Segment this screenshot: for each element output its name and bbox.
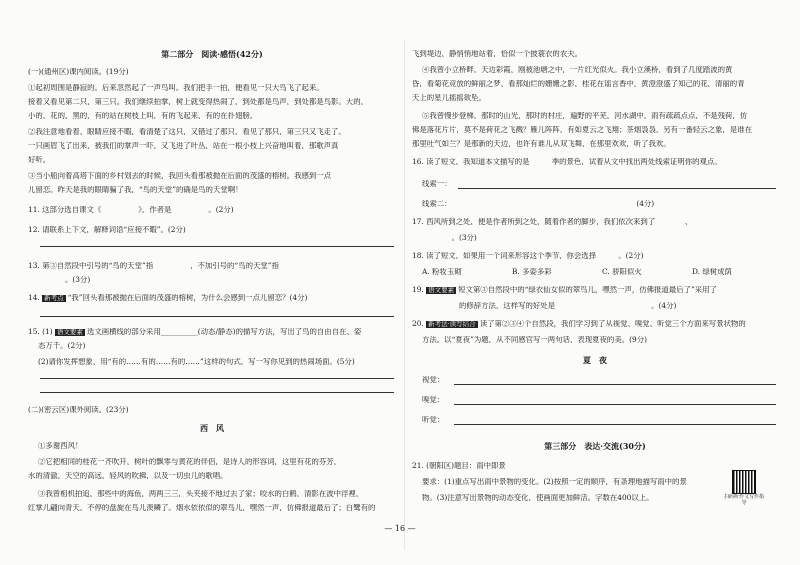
- summer-night-title: 夏 夜: [583, 356, 607, 364]
- element-tag: 语文要素: [56, 328, 83, 336]
- article-para2-line2: 水的清澈，天空的高远，轻风的吹拂，以及一切虫儿的歌唱。: [28, 472, 228, 480]
- answer-line-15b[interactable]: [40, 392, 394, 393]
- answer-line-14[interactable]: [40, 316, 394, 317]
- reading-one-heading: (一)(通州区)课内阅读。(19分): [28, 68, 129, 76]
- column-divider: [404, 40, 405, 550]
- para5-line1: ⑤我曾慢步登梯，那时的山光，那时的村庄，遍野的平芜，河水湖中，雨有疏疏点点，不是残荷，仿: [422, 112, 748, 120]
- question-16: 16. 读了短文，我知道本文描写的是______季的景色，试着从文中找出两处线索证明你的观点。: [412, 158, 722, 166]
- question-19b: __________的修辞方法，这样写的好处是__________________________。(4分): [422, 302, 677, 310]
- para2-line1: ②我注意地看着，眼睛应接不暇，看清楚了这只，又错过了那只，看见了那只，第三只又飞走了。: [28, 128, 346, 136]
- para3-line1: ③当小船向着高塔下面的乡村划去的时候，我回头看那被抛在后面的茂盛的榕树。我感到一点: [28, 172, 332, 180]
- question-20b: 方法。以“夏夜”为题，从不同感官写一两句话，表现夏夜的美。(9分): [422, 336, 647, 344]
- answer-visual[interactable]: [454, 384, 776, 385]
- question-15a-text: 选文画横线的部分采用__________(动态/静态)的描写方法，写出了鸟的自由自在、姿: [86, 328, 362, 336]
- question-15c: (2)请你发挥想象，用“有的……有的……有的……”这样的句式，写一写你见到的热闹场面。(5分): [38, 358, 355, 366]
- para1-line2: 接着又看见第二只，第三只。我们继续拍掌，树上就变得热闹了，到处都是鸟声，到处都是鸟影。大的，: [28, 98, 368, 106]
- label-hearing: 听觉：: [422, 416, 445, 424]
- reading-two-heading: (二)(密云区)课外阅读。(23分): [28, 406, 129, 414]
- para4-line1: ④我曾小立桥畔，天边彩霞，刚被池塘之中，一片红光似火。我小立溪桥，看到了几度踏波的黄: [422, 66, 733, 74]
- answer-line-15a[interactable]: [40, 378, 394, 379]
- question-17b: ________。(3分): [422, 234, 477, 242]
- article-para1: ①多谢西风！: [38, 442, 83, 450]
- question-21b: 物。(3)注意写出景物的动态变化，使画面更加鲜活。字数在400以上。: [422, 494, 654, 502]
- answer-line-12[interactable]: [40, 246, 394, 247]
- question-21: 21. (朝阳区)题目：雨中即景: [412, 462, 506, 470]
- element-tag-19: 语文要素: [428, 286, 455, 294]
- article-para3-line2: 红掌儿翩向青天，不停的盘旋在鸟儿羡鳞了。烟水依依似的翠鸟儿，嘿然一声，仿佛报道最后了；白鹭有的: [28, 504, 376, 512]
- question-19a-text: 短文第③自然段中的“绿衣仙女似的翠鸟儿，嘿然一声，仿佛报道最后了”采用了: [458, 286, 717, 294]
- para4-line3: 天上的星儿摇摇欲坠。: [412, 94, 486, 102]
- article-para2-line1: ②它把相同的桂花一齐吹开，树叶的飘零与黄花的伴侣，是诗人的形容词，这里有花的芬芳，: [38, 458, 342, 466]
- para4-line2: 昏，看菊花竞放的鲜丽之梦，看那灿烂的姗姗之影，桂花在谣言香中，黄澄澄盛了知己的花，清丽的青: [412, 80, 745, 88]
- question-17: 17. 西风所到之处，便是作者所到之处，随着作者的脚步，我们依次来到了________、________: [412, 218, 722, 226]
- question-12: 12. 请联系上下文，解释词语“应接不暇”。(2分): [28, 226, 186, 234]
- qr-code-icon[interactable]: [732, 470, 756, 494]
- option-c[interactable]: C. 骄阳似火: [602, 268, 642, 276]
- question-19a: 19. 语文要素 短文第③自然段中的“绿衣仙女似的翠鸟儿，嘿然一声，仿佛报道最后了”采用了: [412, 286, 717, 294]
- question-15a: 15. (1) 语文要素 选文画横线的部分采用__________(动态/静态)的描写方法，写出了鸟的自由自在、姿: [28, 328, 362, 336]
- section-title: 第二部分 阅读·感悟(42分): [161, 50, 263, 58]
- clue-one-label: 线索一：: [422, 180, 452, 188]
- question-14-text: “我”回头看那被抛在后面的茂盛的榕树，为什么会感到一点儿留恋？(4分): [67, 294, 308, 302]
- para2-line3: 好听。: [28, 156, 51, 164]
- article-title: 西 风: [200, 424, 224, 432]
- article-para3-line1: ③我曾相机拍追，那些中的海鱼，两两三三，头夹接不地过去了家；咬水的白鹤，清影在波中浮裡，: [38, 490, 364, 498]
- page-number: — 16 —: [384, 524, 416, 533]
- clue-one-line[interactable]: [458, 188, 776, 189]
- para3-line2: 儿留恋。昨天是我的眼睛骗了我，“鸟的天堂”的确是鸟的天堂啊！: [28, 186, 243, 194]
- read-write-tag: 新考法·读写结合: [428, 320, 476, 328]
- qr-caption: 扫码听作文写作指导: [723, 494, 764, 506]
- question-13b: __________。(3分): [28, 276, 91, 284]
- option-d[interactable]: D. 绿树成荫: [692, 268, 732, 276]
- question-18: 18. 读了短文，如果用一个词来形容这个季节，你会选择______。(2分): [412, 252, 644, 260]
- question-21a: 要求：(1)重点写出雨中景物的变化。(2)按照一定的顺序，有条理地描写雨中的景: [422, 478, 687, 486]
- option-b[interactable]: B. 多姿多彩: [512, 268, 552, 276]
- para1-line1: ①起初周围是静寂的。后来忽然起了一声鸟叫。我们把手一拍，便看见一只大鸟飞了起来。: [28, 84, 324, 92]
- new-point-tag: 新考点: [44, 294, 64, 302]
- para5-line2: 佛是落花片片，莫不是荷花之飞溅？雁儿阵阵，有如夏云之飞翔；茶烟袅袅，另有一番轻云之象，是谁在: [412, 126, 752, 134]
- answer-smell[interactable]: [454, 404, 776, 405]
- question-20a: 20. 新考法·读写结合 读了第②③④个自然段，我们学习到了从视觉、嗅觉、听觉三个方面来写景状物的: [412, 320, 746, 328]
- question-14: 14. 新考点 “我”回头看那被抛在后面的茂盛的榕树，为什么会感到一点儿留恋？(4分): [28, 294, 308, 302]
- option-a[interactable]: A. 粉妆玉砌: [422, 268, 462, 276]
- para5-line3: 那里吐气如兰？是那新的天边，也许有谁儿从双飞舞，在那里欢欢，听了我欢。: [412, 140, 671, 148]
- right-line1: 飞到堤边，静悄悄地站着，恰似一个披蓑衣的农夫。: [412, 50, 582, 58]
- para2-line2: 一只画眉飞了出来，被我们的掌声一吓，又飞进了叶丛，站在一根小枝上兴奋地叫着，那歌声真: [28, 142, 339, 150]
- label-visual: 视觉：: [422, 376, 445, 384]
- question-15b: 态万千。(2分): [38, 342, 86, 350]
- clue-two-label: 线索二：__________________________________________________(4分): [422, 200, 655, 208]
- para1-line3: 小的，花的，黑的，有的站在树枝上叫，有的飞起来，有的在扑翅膀。: [28, 112, 258, 120]
- label-smell: 嗅觉：: [422, 396, 445, 404]
- answer-hearing[interactable]: [454, 424, 776, 425]
- section-three-title: 第三部分 表达·交流(30分): [544, 442, 646, 450]
- question-11: 11. 这部分选自课文《__________》，作者是__________。(2分): [28, 206, 234, 214]
- question-20a-text: 读了第②③④个自然段，我们学习到了从视觉、嗅觉、听觉三个方面来写景状物的: [479, 320, 746, 328]
- question-13a: 13. 第③自然段中引号的“鸟的天堂”指__________，不加引号的“鸟的天堂”指__________: [28, 262, 316, 270]
